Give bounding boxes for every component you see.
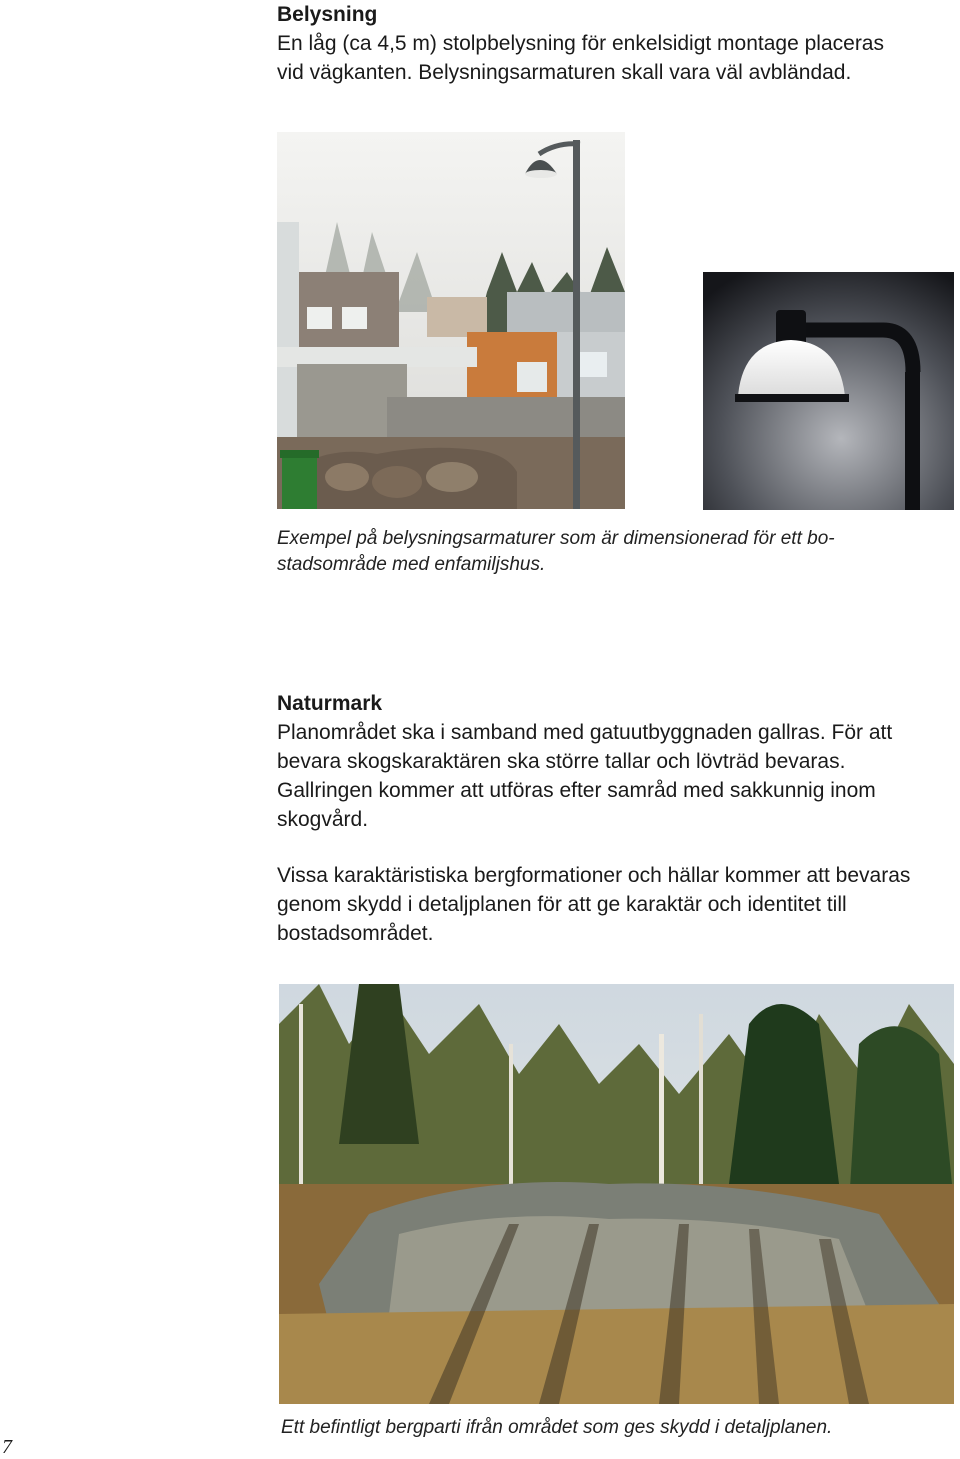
lamp-fixture-photo (703, 272, 954, 510)
lighting-section (277, 0, 937, 87)
page-number: 7 (2, 1436, 12, 1458)
lighting-caption: Exempel på belysningsarmaturer som är dimensionerad för ett bo- stadsområde med enfamiljshus. (277, 528, 835, 575)
lighting-paragraph: En låg (ca 4,5 m) stolpbelysning för enkelsidigt montage placeras vid vägkanten. Belysningsarmaturen skall vara väl avbländad. (277, 32, 884, 84)
nature-heading: Naturmark (277, 692, 383, 715)
nature-section (277, 689, 937, 948)
lighting-heading: Belysning (277, 3, 378, 26)
nature-paragraph-1: Planområdet ska i samband med gatuutbyggnaden gallras. För att bevara skogskaraktären ska större tallar och lövträd bevaras. Gallringen kommer att utföras efter samråd med sakkunnig inom skogvård. (277, 721, 893, 831)
street-lamp-photo (277, 132, 625, 509)
rock-outcrop-photo (279, 984, 954, 1404)
nature-paragraph-2: Vissa karaktäristiska bergformationer och hällar kommer att bevaras genom skydd i detaljplanen för att ge karaktär och identitet till bostadsområdet. (277, 864, 911, 945)
forest-caption: Ett befintligt bergparti ifrån området som ges skydd i detaljplanen. (281, 1417, 833, 1438)
